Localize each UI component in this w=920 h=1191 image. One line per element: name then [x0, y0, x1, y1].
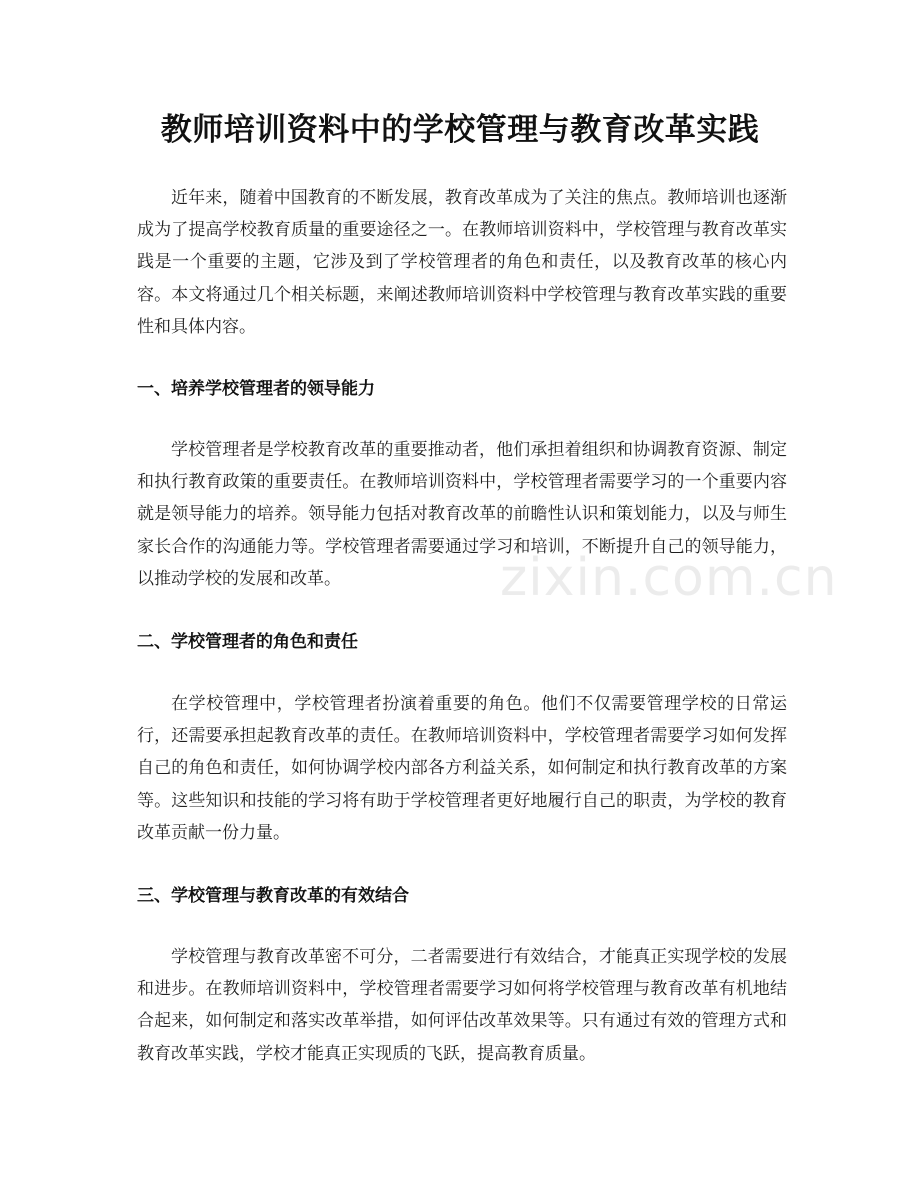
section-paragraph-3: 学校管理与教育改革密不可分，二者需要进行有效结合，才能真正实现学校的发展和进步。在教师培训资料中，学校管理者需要学习如何将学校管理与教育改革有机地结合起来，如何制定和落实改革举措，如何评估改革效果等。只有通过有效的管理方式和教育改革实践，学校才能真正实现质的飞跃，提高教育质量。 [137, 947, 787, 1064]
section-paragraph-2: 在学校管理中，学校管理者扮演着重要的角色。他们不仅需要管理学校的日常运行，还需要承担起教育改革的责任。在教师培训资料中，学校管理者需要学习如何发挥自己的角色和责任，如何协调学校内部各方利益关系，如何制定和执行教育改革的方案等。这些知识和技能的学习将有助于学校管理者更好地履行自己的职责，为学校的教育改革贡献一份力量。 [137, 694, 787, 843]
section-heading-2: 二、学校管理者的角色和责任 [137, 632, 358, 653]
document-body [137, 182, 787, 1070]
section-heading-3: 三、学校管理与教育改革的有效结合 [137, 886, 409, 907]
section-paragraph-1: 学校管理者是学校教育改革的重要推动者，他们承担着组织和协调教育资源、制定和执行教育政策的重要责任。在教师培训资料中，学校管理者需要学习的一个重要内容就是领导能力的培养。领导能力包括对教育改革的前瞻性认识和策划能力，以及与师生家长合作的沟通能力等。学校管理者需要通过学习和培训，不断提升自己的领导能力，以推动学校的发展和改革。 [137, 440, 787, 589]
document-title: 教师培训资料中的学校管理与教育改革实践 [160, 112, 760, 148]
watermark: zixin.com.cn [500, 548, 838, 608]
intro-paragraph: 近年来，随着中国教育的不断发展，教育改革成为了关注的焦点。教师培训也逐渐成为了提高学校教育质量的重要途径之一。在教师培训资料中，学校管理与教育改革实践是一个重要的主题，它涉及到了学校管理者的角色和责任，以及教育改革的核心内容。本文将通过几个相关标题，来阐述教师培训资料中学校管理与教育改革实践的重要性和具体内容。 [137, 188, 787, 337]
section-heading-1: 一、培养学校管理者的领导能力 [137, 379, 375, 400]
